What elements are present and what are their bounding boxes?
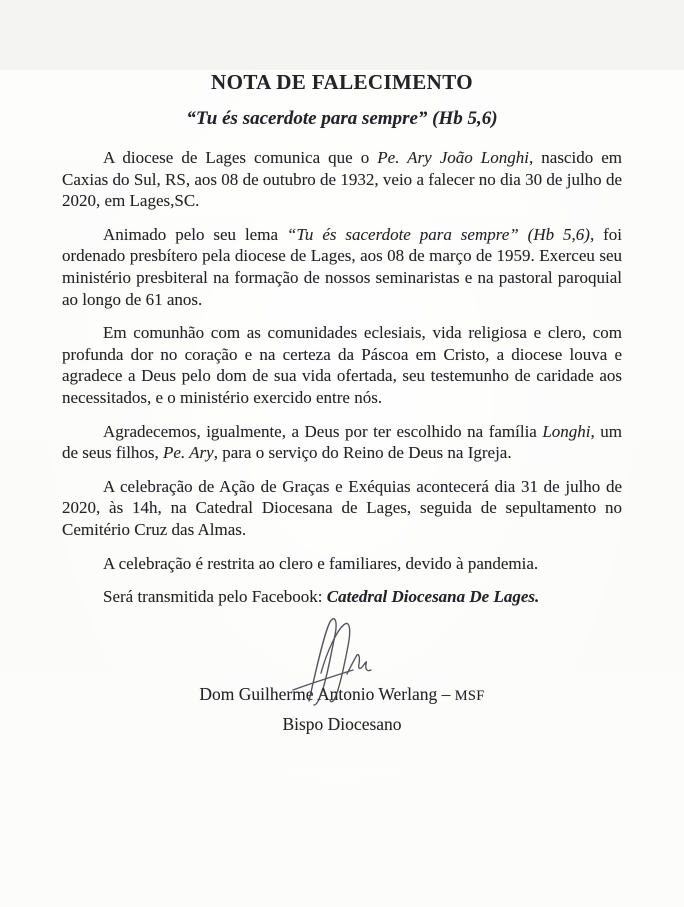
paragraph-ministry <box>62 224 622 310</box>
text-segment-priest-short-name: Pe. Ary <box>163 443 214 463</box>
text-segment: A celebração de Ação de Graças e Exéquias acontecerá dia 31 de julho de 2020, às 14h, na Catedral Diocesana de Lages, seguida de sepultamento no Cemitério Cruz das Almas. <box>62 476 622 539</box>
paragraph-funeral-details <box>62 476 622 541</box>
document-page <box>0 70 684 907</box>
text-segment: , foi ordenado presbítero pela diocese de Lages, aos 08 de março de 1959. Exerceu seu ministério presbiteral na formação de nossos seminaristas e na pastoral paroquial ao longo de 61 anos. <box>62 224 622 309</box>
paragraph-broadcast <box>62 586 622 608</box>
text-segment-family-name: Longhi <box>542 421 591 441</box>
signatory-order: MSF <box>454 687 485 704</box>
text-segment: , nascido em Caxias do Sul, RS, aos 08 de outubro de 1932, veio a falecer no dia 30 de julho de 2020, em Lages,SC. <box>62 148 623 211</box>
signature-block <box>62 684 622 735</box>
paragraph-thanksgiving <box>62 421 622 464</box>
signatory-name-text: Dom Guilherme Antonio Werlang – <box>199 683 455 704</box>
text-segment: , para o serviço do Reino de Deus na Igreja. <box>213 443 512 463</box>
document-motto: “Tu és sacerdote para sempre” (Hb 5,6) <box>186 108 498 129</box>
text-segment: A celebração é restrita ao clero e familiares, devido à pandemia. <box>103 553 539 573</box>
document-title: NOTA DE FALECIMENTO <box>211 70 473 94</box>
text-segment: Será transmitida pelo Facebook: <box>103 587 327 607</box>
text-segment: Agradecemos, igualmente, a Deus por ter escolhido na família <box>103 421 543 441</box>
paragraph-restriction <box>62 553 622 575</box>
signatory-role: Bispo Diocesano <box>282 713 402 734</box>
text-segment: , um de seus filhos, <box>62 421 622 463</box>
text-segment-facebook-page: Catedral Diocesana De Lages. <box>326 587 540 607</box>
text-segment: A diocese de Lages comunica que o <box>103 148 378 167</box>
text-segment-motto-quote: “Tu és sacerdote para sempre” (Hb 5,6) <box>286 224 590 244</box>
signatory-name <box>62 684 622 705</box>
text-segment-priest-name: Pe. Ary João Longhi <box>377 148 529 167</box>
paragraph-communion <box>62 322 622 408</box>
text-segment: Animado pelo seu lema <box>103 224 287 244</box>
paragraph-announcement <box>62 147 622 212</box>
text-segment: Em comunhão com as comunidades eclesiais, vida religiosa e clero, com profunda dor no coração e na certeza da Páscoa em Cristo, a diocese louva e agradece a Deus pelo dom de sua vida ofertada, seu testemunho de caridade aos necessitados, e o ministério exercido entre nós. <box>62 323 622 407</box>
